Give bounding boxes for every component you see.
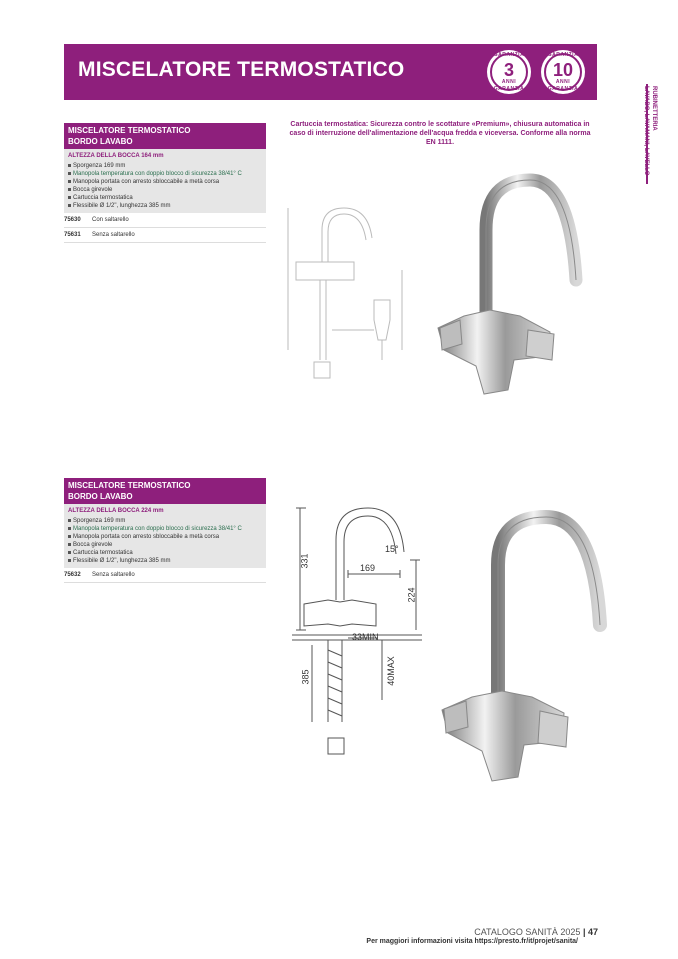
feature-item: Flessibile Ø 1/2", lunghezza 385 mm [68, 557, 262, 565]
heading-line1: MISCELATORE TERMOSTATICO [68, 481, 191, 490]
product-1-heading [64, 123, 266, 149]
heading-line1: MISCELATORE TERMOSTATICO [68, 126, 191, 135]
feature-item: Manopola portata con arresto sbloccabile a metà corsa [68, 178, 262, 186]
feature-item: Sporgenza 169 mm [68, 517, 262, 525]
product-1-panel [64, 123, 266, 243]
product-1-faucet-image [430, 170, 590, 400]
feature-item: Bocca girevole [68, 541, 262, 549]
dimension-deck: 40MAX [385, 656, 396, 686]
feature-item: Bocca girevole [68, 186, 262, 194]
side-tab-line1: RUBINETTERIA [651, 86, 657, 131]
guarantee-badge-10 [541, 50, 585, 94]
badge-unit-text: ANNI [501, 79, 517, 85]
feature-item: Manopola temperatura con doppio blocco di sicurezza 38/41° C [68, 525, 262, 533]
feature-item: Sporgenza 169 mm [68, 162, 262, 170]
spec-title: ALTEZZA DELLA BOCCA 164 mm [68, 153, 164, 159]
footer-catalog [474, 927, 598, 937]
feature-item: Flessibile Ø 1/2", lunghezza 385 mm [68, 202, 262, 210]
badge-top-text: GARANZIA [493, 52, 525, 58]
footer-info-link[interactable]: Per maggiori informazioni visita https://presto.fr/it/projet/sanita/ [366, 938, 578, 945]
dimension-hose: 385 [300, 669, 311, 685]
badge-bottom-text: GARANZIA [547, 86, 579, 92]
product-2-panel [64, 478, 266, 583]
footer-catalog-name: CATALOGO SANITÀ 2025 [474, 927, 581, 937]
dimension-angle: 15° [385, 544, 399, 554]
heading-line2: BORDO LAVABO [68, 137, 133, 146]
product-2-specs [64, 504, 266, 568]
heading-line2: BORDO LAVABO [68, 492, 133, 501]
badge-bottom-text: GARANZIA [493, 86, 525, 92]
dimension-spout: 224 [406, 587, 417, 603]
intro-text: Cartuccia termostatica: Sicurezza contro le scottature «Premium», chiusura automatica in caso di interruzione dell'alimentazione dell'acqua fredda e viceversa. Conforme alla norma EN 1111. [289, 121, 591, 146]
dimension-reach: 169 [360, 563, 376, 573]
product-2-technical-drawing [292, 500, 422, 765]
badge-number: 3 [503, 60, 514, 80]
product-1-technical-drawing [282, 200, 412, 390]
code-row: 75630 Con saltarello [64, 213, 266, 228]
feature-item: Manopola temperatura con doppio blocco di sicurezza 38/41° C [68, 170, 262, 178]
side-tab-line2: LAVABO, LAVAMANI, LAVELLO [643, 86, 649, 176]
dimension-hole: 33MIN [352, 632, 379, 642]
dimension-height: 331 [299, 553, 310, 569]
guarantee-badge-3 [487, 50, 531, 94]
feature-item: Cartuccia termostatica [68, 194, 262, 202]
code-row: 75631 Senza saltarello [64, 228, 266, 243]
header-banner [64, 44, 597, 100]
footer-separator: | [582, 927, 586, 937]
product-2-heading [64, 478, 266, 504]
badge-top-text: GARANZIA [547, 52, 579, 58]
side-tab [642, 86, 658, 206]
feature-item: Manopola portata con arresto sbloccabile a metà corsa [68, 533, 262, 541]
badge-unit-text: ANNI [555, 79, 571, 85]
product-2-faucet-image [432, 505, 612, 790]
product-1-specs [64, 149, 266, 213]
code-row: 75632 Senza saltarello [64, 568, 266, 583]
page-number: 47 [587, 927, 598, 937]
feature-item: Cartuccia termostatica [68, 549, 262, 557]
badge-number: 10 [552, 60, 574, 80]
page-title: MISCELATORE TERMOSTATICO [78, 58, 405, 81]
spec-title: ALTEZZA DELLA BOCCA 224 mm [68, 508, 164, 514]
